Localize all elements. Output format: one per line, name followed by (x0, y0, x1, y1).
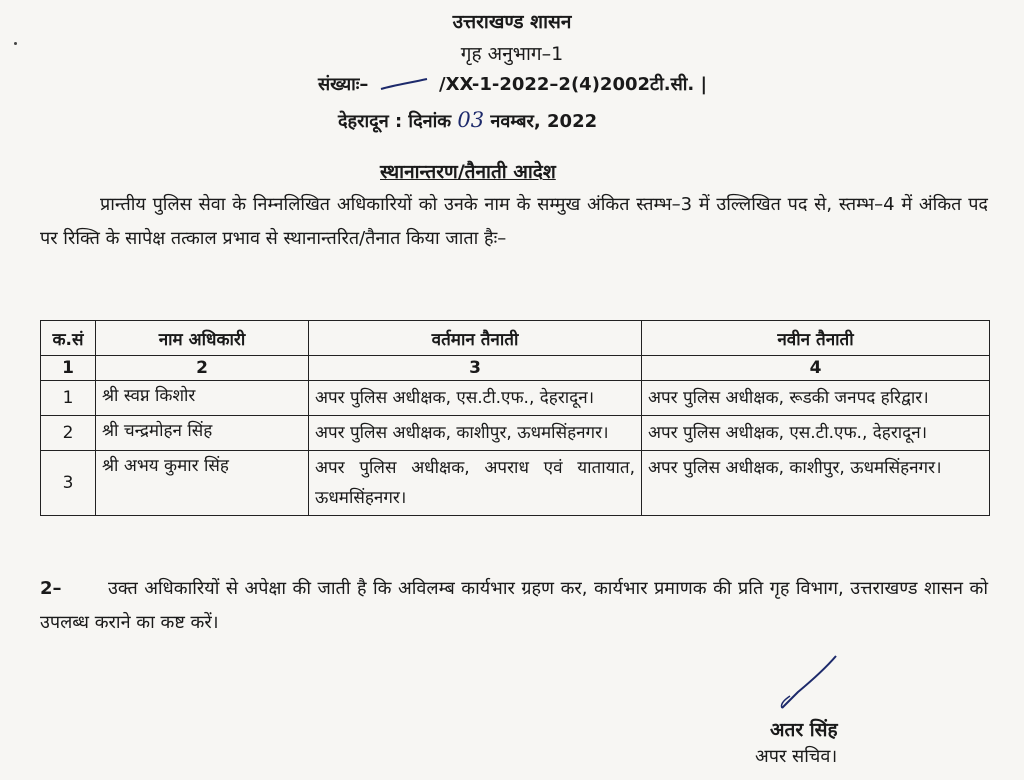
reference-number: /XX-1-2022–2(4)2002टी.सी. | (439, 74, 708, 95)
current-posting: अपर पुलिस अधीक्षक, काशीपुर, ऊधमसिंहनगर। (309, 416, 642, 451)
intro-paragraph: प्रान्तीय पुलिस सेवा के निम्नलिखित अधिकारियों को उनके नाम के सम्मुख अंकित स्तम्भ–3 में उल्लिखित पद से, स्तम्भ–4 में अंकित पद पर रिक्ति के सापेक्ष तत्काल प्रभाव से स्थानान्तरित/तैनात किया जाता हैः– (40, 194, 988, 249)
row-serial: 1 (41, 381, 96, 416)
paragraph-2 (40, 572, 988, 640)
column-number: 4 (642, 356, 990, 381)
table-row (41, 451, 990, 516)
row-serial: 3 (41, 451, 96, 516)
section-heading: गृह अनुभाग–1 (460, 43, 564, 65)
column-number: 2 (96, 356, 309, 381)
table-header-row (41, 321, 990, 356)
reference-line (318, 72, 707, 96)
header-serial: क.सं (41, 321, 96, 356)
signatory-name: अतर सिंह (770, 719, 838, 741)
table-row (41, 381, 990, 416)
current-posting: अपर पुलिस अधीक्षक, अपराध एवं यातायात, ऊधमसिंहनगर। (309, 451, 642, 516)
government-heading: उत्तराखण्ड शासन (452, 11, 572, 33)
signatory-designation: अपर सचिव। (755, 746, 838, 767)
new-posting: अपर पुलिस अधीक्षक, रूडकी जनपद हरिद्वार। (642, 381, 990, 416)
paragraph-number: 2– (40, 578, 62, 599)
handwritten-ref-mark (375, 75, 433, 95)
header-current-posting: वर्तमान तैनाती (309, 321, 642, 356)
handwritten-signature (770, 652, 850, 712)
date-line (338, 108, 597, 133)
new-posting: अपर पुलिस अधीक्षक, एस.टी.एफ., देहरादून। (642, 416, 990, 451)
transfer-table (40, 320, 990, 516)
officer-name: श्री स्वप्न किशोर (96, 381, 309, 416)
current-posting: अपर पुलिस अधीक्षक, एस.टी.एफ., देहरादून। (309, 381, 642, 416)
officer-name: श्री चन्द्रमोहन सिंह (96, 416, 309, 451)
officer-name: श्री अभय कुमार सिंह (96, 451, 309, 516)
column-number: 1 (41, 356, 96, 381)
date-prefix: देहरादून : दिनांक (338, 111, 452, 132)
new-posting: अपर पुलिस अधीक्षक, काशीपुर, ऊधमसिंहनगर। (642, 451, 990, 516)
reference-label: संख्याः– (318, 74, 369, 95)
header-new-posting: नवीन तैनाती (642, 321, 990, 356)
paragraph-2-text: उक्त अधिकारियों से अपेक्षा की जाती है कि अविलम्ब कार्यभार ग्रहण कर, कार्यभार प्रमाणक की प्रति गृह विभाग, उत्तराखण्ड शासन को उपलब्ध कराने का कष्ट करें। (40, 578, 988, 633)
column-number-row (41, 356, 990, 381)
table-row (41, 416, 990, 451)
column-number: 3 (309, 356, 642, 381)
order-subject: स्थानान्तरण/तैनाती आदेश (380, 161, 556, 183)
date-rest: नवम्बर, 2022 (490, 111, 598, 132)
date-day-handwritten: 03 (457, 108, 485, 132)
header-officer-name: नाम अधिकारी (96, 321, 309, 356)
row-serial: 2 (41, 416, 96, 451)
